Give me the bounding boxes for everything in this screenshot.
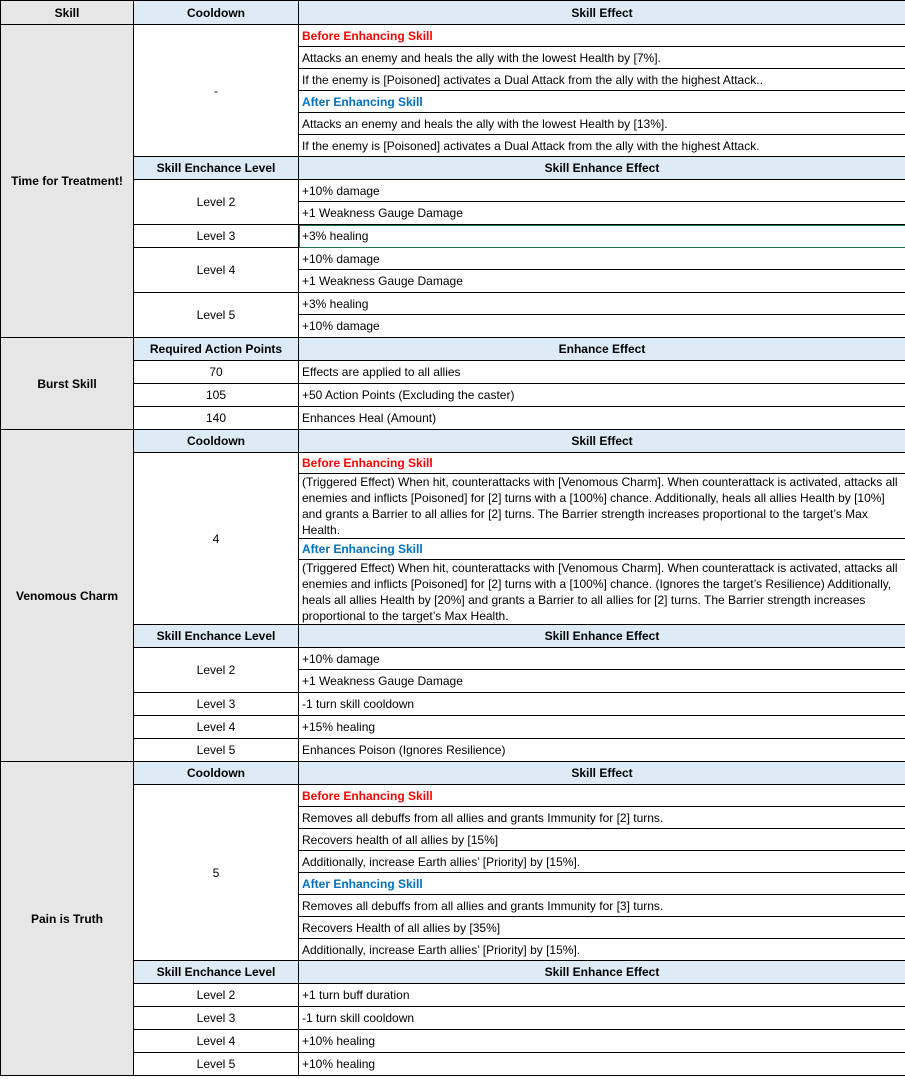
level-cell[interactable]: Level 2	[134, 984, 299, 1007]
header-skill[interactable]: Skill	[1, 1, 134, 25]
effect-text[interactable]: Removes all debuffs from all allies and grants Immunity for [2] turns.	[299, 807, 905, 829]
header-skill-effect[interactable]: Skill Effect	[299, 1, 905, 25]
level-effect[interactable]: +1 Weakness Gauge Damage	[299, 202, 905, 225]
skill-name-time-for-treatment[interactable]: Time for Treatment!	[1, 25, 134, 338]
level-effect[interactable]: +10% healing	[299, 1053, 905, 1076]
enhance-effect-header[interactable]: Enhance Effect	[299, 338, 905, 361]
cooldown-value[interactable]: -	[134, 25, 299, 157]
before-enhancing-label[interactable]: Before Enhancing Skill	[299, 453, 905, 474]
enhance-effect-header[interactable]: Skill Enhance Effect	[299, 961, 905, 984]
burst-effect[interactable]: Enhances Heal (Amount)	[299, 407, 905, 430]
action-points-value[interactable]: 105	[134, 384, 299, 407]
burst-effect[interactable]: Effects are applied to all allies	[299, 361, 905, 384]
effect-text[interactable]: Removes all debuffs from all allies and grants Immunity for [3] turns.	[299, 895, 905, 917]
effect-text[interactable]: Additionally, increase Earth allies’ [Priority] by [15%].	[299, 939, 905, 961]
level-header[interactable]: Skill Enchance Level	[134, 625, 299, 648]
level-effect[interactable]: +1 turn buff duration	[299, 984, 905, 1007]
header-skill-effect[interactable]: Skill Effect	[299, 762, 905, 785]
level-cell[interactable]: Level 4	[134, 1030, 299, 1053]
level-effect[interactable]: +10% healing	[299, 1030, 905, 1053]
level-effect[interactable]: +10% damage	[299, 648, 905, 670]
skill-name-pain-is-truth[interactable]: Pain is Truth	[1, 762, 134, 1076]
level-effect[interactable]: +1 Weakness Gauge Damage	[299, 270, 905, 293]
level-cell[interactable]: Level 4	[134, 248, 299, 293]
action-points-value[interactable]: 70	[134, 361, 299, 384]
skill-name-venomous-charm[interactable]: Venomous Charm	[1, 430, 134, 762]
after-enhancing-label[interactable]: After Enhancing Skill	[299, 539, 905, 560]
effect-text[interactable]: (Triggered Effect) When hit, counterattacks with [Venomous Charm]. When counterattack is activated, attacks all enemies and inflicts [Poisoned] for [2] turns with a [100%] chance. Additionally, heals all allies Health by [10%] and grants a Barrier to all allies for [2] turns. The Barrier strength increases proportional to the target’s Max Health.	[299, 474, 905, 539]
level-header[interactable]: Skill Enchance Level	[134, 961, 299, 984]
level-cell[interactable]: Level 4	[134, 716, 299, 739]
enhance-effect-header[interactable]: Skill Enhance Effect	[299, 625, 905, 648]
level-effect[interactable]: +3% healing	[299, 293, 905, 315]
enhance-effect-header[interactable]: Skill Enhance Effect	[299, 157, 905, 180]
level-cell[interactable]: Level 2	[134, 180, 299, 225]
header-cooldown[interactable]: Cooldown	[134, 430, 299, 453]
level-cell[interactable]: Level 5	[134, 739, 299, 762]
cooldown-value[interactable]: 4	[134, 453, 299, 625]
level-effect-selected[interactable]: +3% healing	[299, 225, 905, 248]
level-cell[interactable]: Level 3	[134, 225, 299, 248]
after-enhancing-label[interactable]: After Enhancing Skill	[299, 91, 905, 113]
level-effect[interactable]: +15% healing	[299, 716, 905, 739]
skill-name-burst[interactable]: Burst Skill	[1, 338, 134, 430]
action-points-header[interactable]: Required Action Points	[134, 338, 299, 361]
level-effect[interactable]: +1 Weakness Gauge Damage	[299, 670, 905, 693]
effect-text[interactable]: Recovers health of all allies by [15%]	[299, 829, 905, 851]
effect-text[interactable]: Recovers Health of all allies by [35%]	[299, 917, 905, 939]
effect-text[interactable]: Attacks an enemy and heals the ally with the lowest Health by [13%].	[299, 113, 905, 135]
effect-text[interactable]: Additionally, increase Earth allies’ [Priority] by [15%].	[299, 851, 905, 873]
header-cooldown[interactable]: Cooldown	[134, 762, 299, 785]
before-enhancing-label[interactable]: Before Enhancing Skill	[299, 25, 905, 47]
header-cooldown[interactable]: Cooldown	[134, 1, 299, 25]
level-cell[interactable]: Level 2	[134, 648, 299, 693]
level-cell[interactable]: Level 5	[134, 1053, 299, 1076]
level-cell[interactable]: Level 3	[134, 1007, 299, 1030]
level-effect[interactable]: +10% damage	[299, 315, 905, 338]
level-cell[interactable]: Level 5	[134, 293, 299, 338]
effect-text[interactable]: If the enemy is [Poisoned] activates a Dual Attack from the ally with the highest Attack.	[299, 135, 905, 157]
burst-effect[interactable]: +50 Action Points (Excluding the caster)	[299, 384, 905, 407]
level-effect[interactable]: -1 turn skill cooldown	[299, 1007, 905, 1030]
effect-text[interactable]: Attacks an enemy and heals the ally with the lowest Health by [7%].	[299, 47, 905, 69]
header-skill-effect[interactable]: Skill Effect	[299, 430, 905, 453]
effect-text[interactable]: (Triggered Effect) When hit, counterattacks with [Venomous Charm]. When counterattack is activated, attacks all enemies and inflicts [Poisoned] for [2] turns with a [100%] chance. (Ignores the target’s Resilience) Additionally, heals all allies Health by [20%] and grants a Barrier to all allies for [2] turns. The Barrier strength increases proportional to the target’s Max Health.	[299, 560, 905, 625]
before-enhancing-label[interactable]: Before Enhancing Skill	[299, 785, 905, 807]
action-points-value[interactable]: 140	[134, 407, 299, 430]
cooldown-value[interactable]: 5	[134, 785, 299, 961]
level-header[interactable]: Skill Enchance Level	[134, 157, 299, 180]
level-effect[interactable]: -1 turn skill cooldown	[299, 693, 905, 716]
level-effect[interactable]: +10% damage	[299, 248, 905, 270]
level-cell[interactable]: Level 3	[134, 693, 299, 716]
after-enhancing-label[interactable]: After Enhancing Skill	[299, 873, 905, 895]
effect-text[interactable]: If the enemy is [Poisoned] activates a Dual Attack from the ally with the highest Attack..	[299, 69, 905, 91]
level-effect[interactable]: +10% damage	[299, 180, 905, 202]
level-effect[interactable]: Enhances Poison (Ignores Resilience)	[299, 739, 905, 762]
